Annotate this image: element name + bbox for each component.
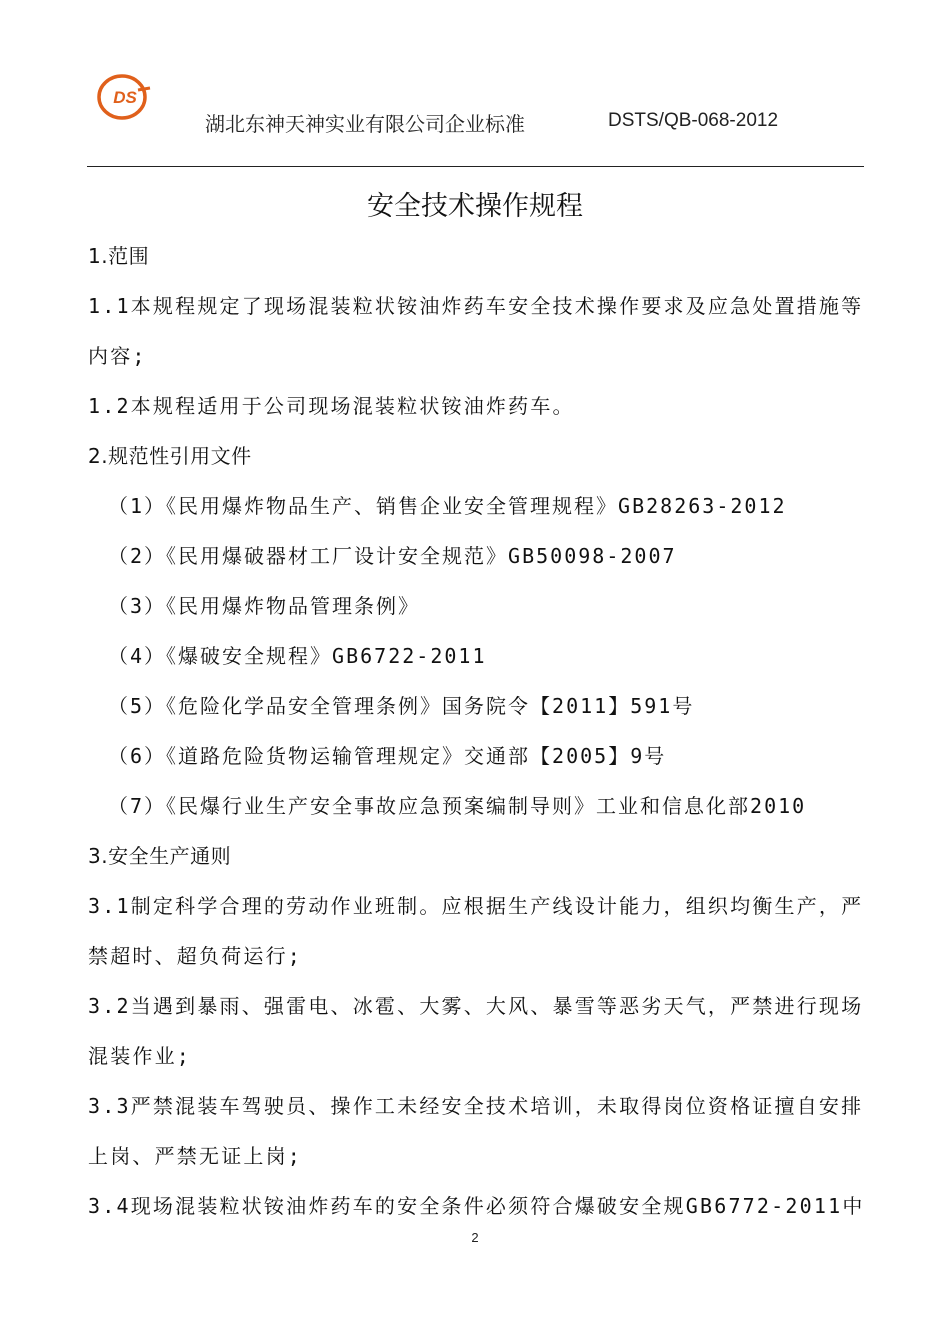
document-title: 安全技术操作规程 bbox=[367, 191, 583, 222]
paragraph-1-1-line2: 内容; bbox=[88, 344, 147, 368]
reference-item: （1）《民用爆炸物品生产、销售企业安全管理规程》GB28263-2012 bbox=[108, 494, 787, 518]
reference-item: （4）《爆破安全规程》GB6722-2011 bbox=[108, 644, 487, 668]
header-divider bbox=[87, 166, 864, 167]
paragraph-1-1-line1: 1.1本规程规定了现场混装粒状铵油炸药车安全技术操作要求及应急处置措施等 bbox=[88, 294, 864, 318]
paragraph-3-4-line1: 3.4现场混装粒状铵油炸药车的安全条件必须符合爆破安全规GB6772-2011中 bbox=[88, 1194, 865, 1218]
header-standard-code: DSTS/QB-068-2012 bbox=[608, 110, 779, 131]
svg-text:DS: DS bbox=[113, 88, 137, 107]
paragraph-3-3-line2: 上岗、严禁无证上岗; bbox=[88, 1144, 303, 1168]
company-logo-icon bbox=[94, 70, 154, 122]
reference-item: （7）《民爆行业生产安全事故应急预案编制导则》工业和信息化部2010 bbox=[108, 794, 807, 818]
reference-item: （3）《民用爆炸物品管理条例》 bbox=[108, 594, 421, 618]
section-heading-general-rules: 3.安全生产通则 bbox=[88, 844, 232, 868]
paragraph-3-2-line2: 混装作业; bbox=[88, 1044, 192, 1068]
paragraph-3-1-line2: 禁超时、超负荷运行; bbox=[88, 944, 303, 968]
reference-item: （5）《危险化学品安全管理条例》国务院令【2011】591号 bbox=[108, 694, 695, 718]
header-company-standard: 湖北东神天神实业有限公司企业标准 bbox=[205, 112, 525, 136]
reference-item: （6）《道路危险货物运输管理规定》交通部【2005】9号 bbox=[108, 744, 667, 768]
paragraph-3-3-line1: 3.3严禁混装车驾驶员、操作工未经安全技术培训，未取得岗位资格证擅自安排 bbox=[88, 1094, 864, 1118]
reference-item: （2）《民用爆破器材工厂设计安全规范》GB50098-2007 bbox=[108, 544, 677, 568]
page-number: 2 bbox=[471, 1230, 479, 1245]
paragraph-3-1-line1: 3.1制定科学合理的劳动作业班制。应根据生产线设计能力，组织均衡生产，严 bbox=[88, 894, 864, 918]
section-heading-references: 2.规范性引用文件 bbox=[88, 444, 252, 468]
paragraph-1-2: 1.2本规程适用于公司现场混装粒状铵油炸药车。 bbox=[88, 394, 575, 418]
section-heading-scope: 1.范围 bbox=[88, 244, 150, 268]
paragraph-3-2-line1: 3.2当遇到暴雨、强雷电、冰雹、大雾、大风、暴雪等恶劣天气，严禁进行现场 bbox=[88, 994, 864, 1018]
